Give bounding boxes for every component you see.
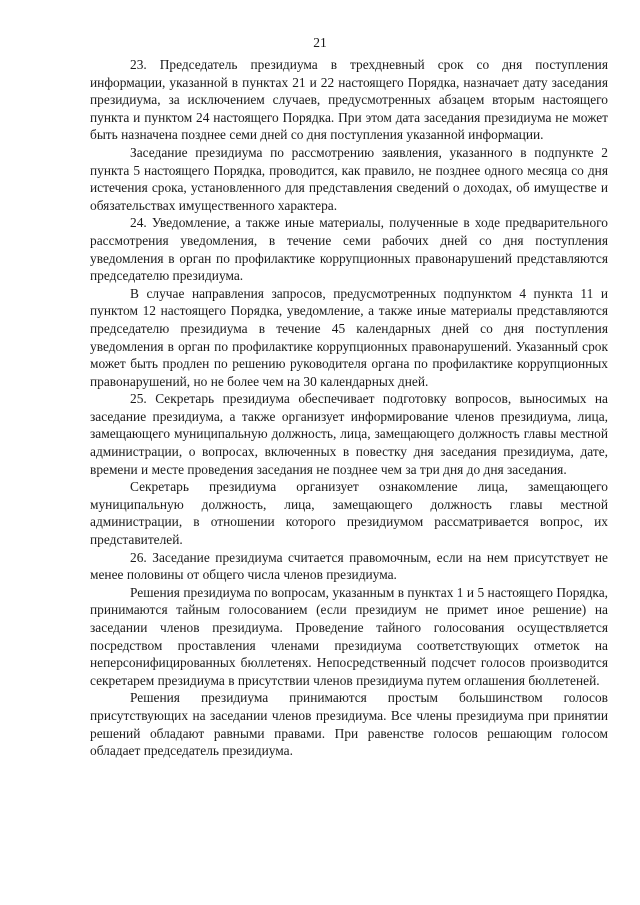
page-number: 21 (313, 35, 327, 50)
paragraph-24: 24. Уведомление, а также иные материалы, полученные в ходе предварительного рассмотрения уведомления, в течение семи рабочих дней со дня поступления уведомления в орган по профилактике коррупционных правонарушений представляются председателю президиума. (90, 215, 608, 284)
document-body (90, 56, 608, 760)
paragraph-24-second: В случае направления запросов, предусмотренных подпунктом 4 пункта 11 и пунктом 12 настоящего Порядка, уведомление, а также иные материалы представляются председателю президиума в течение 45 календарных дней со дня поступления уведомления в орган по профилактике коррупционных правонарушений. Указанный срок может быть продлен по решению руководителя органа по профилактике коррупционных правонарушений, но не более чем на 30 календарных дней. (90, 285, 608, 389)
paragraph-23-second: Заседание президиума по рассмотрению заявления, указанного в подпункте 2 пункта 5 настоящего Порядка, проводится, как правило, не позднее одного месяца со дня истечения срока, установленного для представления сведений о доходах, об имуществе и обязательствах имущественного характера. (90, 144, 608, 213)
paragraph-26: 26. Заседание президиума считается правомочным, если на нем присутствует не менее половины от общего числа членов президиума. (90, 549, 608, 583)
paragraph-25: 25. Секретарь президиума обеспечивает подготовку вопросов, выносимых на заседание президиума, а также организует информирование членов президиума, лица, замещающего муниципальную должность, лица, замещающего должность главы местной администрации, о вопросах, включенных в повестку дня заседания президиума, дате, времени и месте проведения заседания не позднее чем за три дня до дня заседания. (90, 391, 608, 477)
paragraph-23: 23. Председатель президиума в трехдневный срок со дня поступления информации, указанной в пунктах 21 и 22 настоящего Порядка, назначает дату заседания президиума, за исключением случаев, предусмотренных абзацем вторым настоящего пункта и пунктом 24 настоящего Порядка. При этом дата заседания президиума не может быть назначена позднее семи дней со дня поступления указанной информации. (90, 57, 608, 143)
paragraph-26-second: Решения президиума по вопросам, указанным в пунктах 1 и 5 настоящего Порядка, принимаются тайным голосованием (если президиум не примет иное решение) на заседании членов президиума. Проведение тайного голосования осуществляется посредством проставления членами президиума соответствующих отметок на неперсонифицированных бюллетенях. Непосредственный подсчет голосов производится секретарем президиума в присутствии членов президиума путем оглашения бюллетеней. (90, 584, 608, 688)
paragraph-25-second: Секретарь президиума организует ознакомление лица, замещающего муниципальную должность, лица, замещающего должность главы местной администрации, в отношении которого президиумом рассматривается вопрос, их представителей. (90, 479, 608, 548)
paragraph-26-third: Решения президиума принимаются простым большинством голосов присутствующих на заседании членов президиума. Все члены президиума при принятии решений обладают равными правами. При равенстве голосов решающим голосом обладает председатель президиума. (90, 690, 608, 759)
